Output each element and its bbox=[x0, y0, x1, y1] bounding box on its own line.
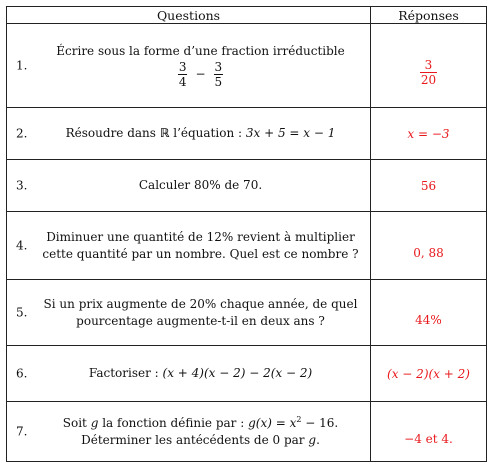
answer-cell-7 bbox=[371, 402, 487, 462]
answer-value: (x − 2)(x + 2) bbox=[387, 366, 470, 381]
question-text-part: Soit bbox=[62, 415, 87, 430]
question-cell-2 bbox=[7, 108, 371, 160]
table-row bbox=[7, 160, 487, 212]
answer-value: 0, 88 bbox=[413, 245, 444, 260]
fraction-three-quarters bbox=[178, 60, 188, 89]
function-definition-end: − 16. bbox=[301, 415, 339, 430]
answer-numerator: 3 bbox=[424, 58, 433, 72]
table-row bbox=[7, 346, 487, 402]
question-cell-7 bbox=[7, 402, 371, 462]
question-text bbox=[7, 125, 370, 142]
question-line: cette quantité par un nombre. Quel est ce nombre ? bbox=[42, 246, 359, 261]
question-line: Diminuer une quantité de 12% revient à multiplier bbox=[46, 229, 355, 244]
question-number: 1. bbox=[16, 58, 28, 72]
question-cell-1 bbox=[7, 24, 371, 108]
function-name: g bbox=[90, 415, 99, 430]
question-number: 7. bbox=[16, 424, 28, 438]
table-row bbox=[7, 24, 487, 108]
table-row bbox=[7, 280, 487, 346]
answer-cell-1 bbox=[371, 24, 487, 108]
answer-cell-4 bbox=[371, 212, 487, 280]
fraction-denominator: 4 bbox=[178, 74, 187, 89]
question-line: Écrire sous la forme d’une fraction irréductible bbox=[56, 43, 345, 58]
table-row bbox=[7, 108, 487, 160]
question-text bbox=[7, 365, 370, 382]
question-number: 3. bbox=[16, 178, 28, 192]
answer-fraction bbox=[420, 58, 437, 87]
fraction-denominator: 5 bbox=[214, 74, 223, 89]
questions-table bbox=[6, 6, 487, 462]
fraction-numerator: 3 bbox=[214, 59, 223, 74]
question-text bbox=[7, 43, 370, 89]
header-row bbox=[7, 7, 487, 24]
question-cell-4 bbox=[7, 212, 371, 280]
question-number: 5. bbox=[16, 305, 28, 319]
fraction-numerator: 3 bbox=[178, 59, 187, 74]
question-line: pourcentage augmente-t-il en deux ans ? bbox=[76, 313, 325, 328]
question-text-part: Résoudre dans bbox=[65, 126, 156, 140]
question-text: Calculer 80% de 70. bbox=[138, 178, 263, 192]
table-row bbox=[7, 212, 487, 280]
real-numbers-symbol: ℝ bbox=[159, 126, 170, 140]
answer-value: x = −3 bbox=[407, 126, 450, 141]
question-text bbox=[7, 415, 370, 449]
function-definition: g(x) = x bbox=[248, 415, 297, 430]
answer-cell-5 bbox=[371, 280, 487, 346]
question-text bbox=[7, 296, 370, 330]
answer-value: −4 et 4. bbox=[404, 431, 453, 446]
question-text-part: l’équation : bbox=[173, 126, 243, 140]
question-number: 6. bbox=[16, 366, 28, 380]
question-text-part: Factoriser : bbox=[88, 366, 159, 380]
question-text-part: Déterminer les antécédents de 0 par bbox=[81, 432, 305, 447]
question-text-part: la fonction définie par : bbox=[102, 415, 245, 430]
question-cell-6 bbox=[7, 346, 371, 402]
question-number: 2. bbox=[16, 126, 28, 140]
fraction-three-fifths bbox=[214, 60, 224, 89]
equation: 3x + 5 = x − 1 bbox=[245, 126, 336, 140]
table-row bbox=[7, 402, 487, 462]
header-answers: Réponses bbox=[371, 7, 487, 24]
answer-value: 44% bbox=[415, 312, 442, 327]
answer-value: 56 bbox=[420, 178, 437, 193]
question-line: Si un prix augmente de 20% chaque année, de quel bbox=[43, 296, 358, 311]
answer-cell-6 bbox=[371, 346, 487, 402]
minus-sign: − bbox=[195, 66, 206, 81]
answer-cell-2 bbox=[371, 108, 487, 160]
header-questions: Questions bbox=[7, 7, 371, 24]
question-cell-3 bbox=[7, 160, 371, 212]
question-text bbox=[7, 229, 370, 263]
expression: (x + 4)(x − 2) − 2(x − 2) bbox=[162, 366, 313, 380]
answer-cell-3 bbox=[371, 160, 487, 212]
answer-denominator: 20 bbox=[420, 73, 437, 87]
function-name: g bbox=[308, 432, 317, 447]
question-text-part: . bbox=[316, 432, 320, 447]
question-number: 4. bbox=[16, 238, 28, 252]
exponent: 2 bbox=[296, 414, 302, 424]
question-cell-5 bbox=[7, 280, 371, 346]
